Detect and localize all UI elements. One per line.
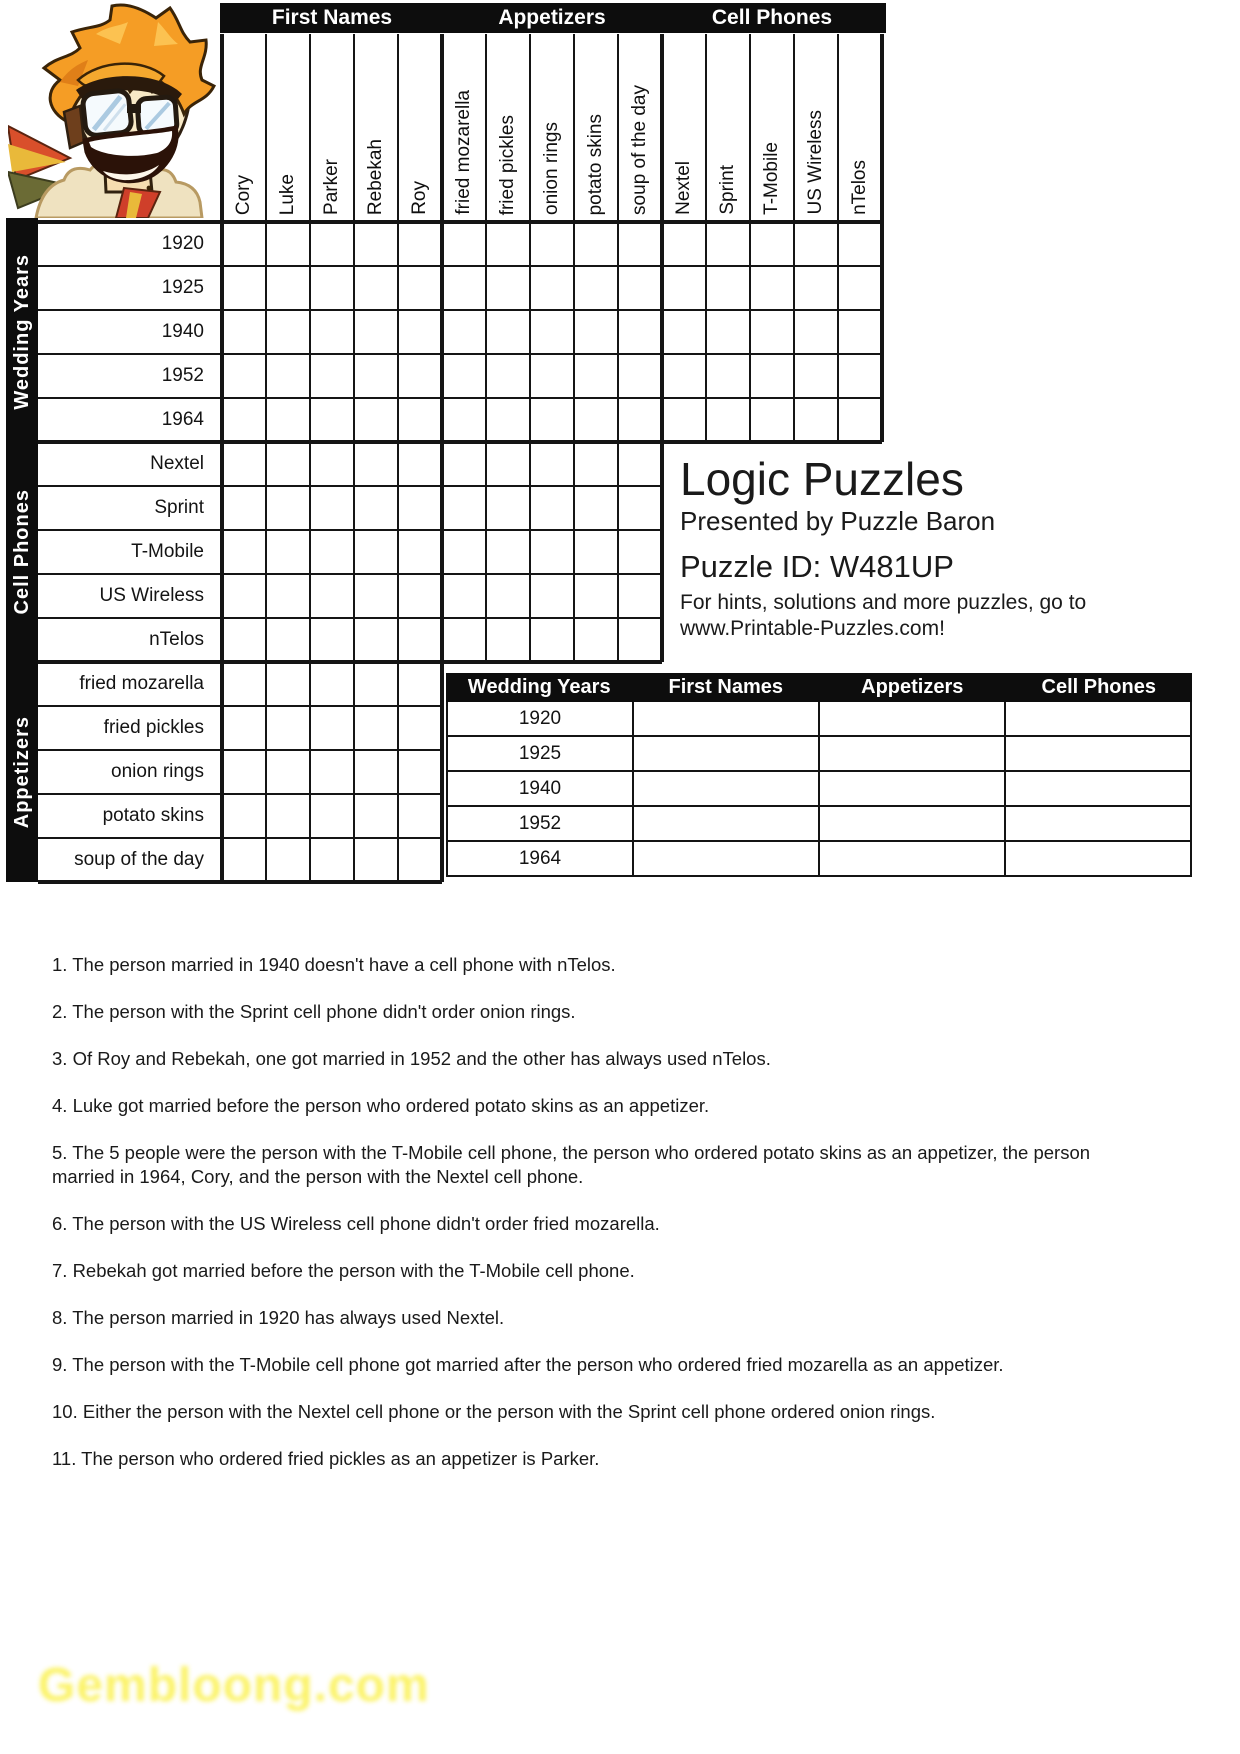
column-header bbox=[354, 34, 398, 222]
answer-blank-cell bbox=[1004, 772, 1190, 805]
row-header: 1964 bbox=[161, 409, 204, 430]
row-group-label: Appetizers bbox=[10, 715, 33, 829]
column-header bbox=[530, 34, 574, 222]
column-header bbox=[618, 34, 662, 222]
col-group-first-names: First Names bbox=[271, 6, 393, 29]
column-header bbox=[574, 34, 618, 222]
grid-line bbox=[749, 34, 751, 442]
answer-header-appetizers: Appetizers bbox=[861, 676, 964, 698]
grid-line bbox=[265, 34, 267, 882]
column-header bbox=[794, 34, 838, 222]
grid-line bbox=[397, 34, 399, 882]
column-header bbox=[486, 34, 530, 222]
column-header bbox=[222, 34, 266, 222]
row-header: Nextel bbox=[150, 453, 204, 474]
grid-line bbox=[38, 485, 662, 487]
page-title: Logic Puzzles bbox=[680, 453, 964, 505]
answer-table-body bbox=[446, 702, 1192, 877]
row-header: soup of the day bbox=[74, 849, 204, 870]
grid-line bbox=[38, 749, 442, 751]
grid-line bbox=[38, 220, 882, 224]
clue: 10. Either the person with the Nextel cell phone or the person with the Sprint cell phone ordered onion rings. bbox=[52, 1401, 936, 1422]
clue: 3. Of Roy and Rebekah, one got married in 1952 and the other has always used nTelos. bbox=[52, 1048, 771, 1069]
answer-header-cell-phones: Cell Phones bbox=[1041, 676, 1156, 698]
grid-line bbox=[38, 265, 882, 267]
row-header: potato skins bbox=[102, 805, 204, 826]
grid-line bbox=[38, 353, 882, 355]
grid-line bbox=[38, 397, 882, 399]
col-group-cell-phones: Cell Phones bbox=[711, 6, 833, 29]
column-header bbox=[398, 34, 442, 222]
row-header: 1920 bbox=[161, 233, 204, 254]
grid-line bbox=[309, 34, 311, 882]
column-header-label: Roy bbox=[409, 181, 430, 215]
grid-line bbox=[38, 880, 442, 884]
grid-line bbox=[573, 34, 575, 662]
clue: 6. The person with the US Wireless cell phone didn't order fried mozarella. bbox=[52, 1213, 660, 1234]
column-header-label: soup of the day bbox=[629, 85, 650, 215]
answer-table-row bbox=[448, 842, 1190, 877]
column-header bbox=[442, 34, 486, 222]
pilot-character-icon bbox=[8, 0, 218, 218]
answer-blank-cell bbox=[1004, 702, 1190, 735]
column-header bbox=[838, 34, 882, 222]
clue: 11. The person who ordered fried pickles as an appetizer is Parker. bbox=[52, 1448, 600, 1469]
column-header-label: nTelos bbox=[849, 160, 870, 215]
column-header-label: Cory bbox=[233, 174, 254, 215]
row-group-label: Wedding Years bbox=[10, 254, 33, 410]
column-header-label: T-Mobile bbox=[761, 142, 782, 215]
answer-year-cell: 1925 bbox=[518, 742, 562, 764]
answer-year-cell: 1940 bbox=[518, 777, 562, 799]
hint-text: For hints, solutions and more puzzles, go to bbox=[680, 591, 1087, 614]
column-header-label: Rebekah bbox=[365, 138, 386, 215]
column-header-label: US Wireless bbox=[805, 110, 826, 215]
puzzle-id: Puzzle ID: W481UP bbox=[680, 549, 954, 584]
answer-header-wedding-years: Wedding Years bbox=[467, 676, 611, 698]
mascot-illustration bbox=[8, 0, 218, 218]
row-header: T-Mobile bbox=[131, 541, 204, 562]
column-header bbox=[662, 34, 706, 222]
clue: 8. The person married in 1920 has always used Nextel. bbox=[52, 1307, 505, 1328]
grid-line bbox=[660, 34, 664, 662]
clue: 4. Luke got married before the person who ordered potato skins as an appetizer. bbox=[52, 1095, 710, 1116]
column-header-label: onion rings bbox=[541, 122, 562, 215]
grid-line bbox=[38, 573, 662, 575]
grid-line bbox=[440, 34, 444, 882]
grid-line bbox=[220, 34, 224, 882]
grid-line bbox=[837, 34, 839, 442]
grid-line bbox=[38, 705, 442, 707]
column-header bbox=[706, 34, 750, 222]
answer-year-cell: 1964 bbox=[518, 847, 562, 869]
row-header: 1952 bbox=[161, 365, 204, 386]
row-header: 1925 bbox=[161, 277, 204, 298]
answer-blank-cell bbox=[1004, 807, 1190, 840]
row-group-label: Cell Phones bbox=[10, 489, 33, 615]
clue: 5. The 5 people were the person with the T-Mobile cell phone, the person who ordered potato skins as an appetizer, the person married in 1964, Cory, and the person with the Nextel cell phone. bbox=[52, 1142, 1091, 1187]
column-header-label: Luke bbox=[277, 173, 298, 215]
answer-year-cell: 1952 bbox=[518, 812, 562, 834]
row-group-cell-phones bbox=[6, 442, 38, 662]
column-header-label: Sprint bbox=[717, 165, 738, 215]
watermark: Gembloong.com bbox=[38, 1659, 430, 1712]
col-group-appetizers: Appetizers bbox=[498, 6, 606, 29]
answer-year-cell: 1920 bbox=[518, 707, 562, 729]
column-header-label: potato skins bbox=[585, 113, 606, 215]
row-header: nTelos bbox=[149, 629, 204, 650]
grid-line bbox=[793, 34, 795, 442]
answer-blank-cell bbox=[632, 807, 818, 840]
answer-table-row bbox=[448, 737, 1190, 772]
grid-line bbox=[529, 34, 531, 662]
clue: 9. The person with the T-Mobile cell phone got married after the person who ordered fried mozarella as an appetizer. bbox=[52, 1354, 1004, 1375]
column-header bbox=[310, 34, 354, 222]
column-header-label: fried mozarella bbox=[453, 90, 474, 215]
page-subtitle: Presented by Puzzle Baron bbox=[680, 506, 996, 536]
grid-line bbox=[38, 529, 662, 531]
clue: 7. Rebekah got married before the person with the T-Mobile cell phone. bbox=[52, 1260, 635, 1281]
grid-line bbox=[705, 34, 707, 442]
answer-table-header bbox=[446, 673, 1192, 702]
answer-blank-cell bbox=[632, 702, 818, 735]
grid-line bbox=[38, 309, 882, 311]
answer-header-first-names: First Names bbox=[668, 676, 783, 698]
row-group-appetizers bbox=[6, 662, 38, 882]
answer-blank-cell bbox=[818, 772, 1004, 805]
answer-table-row bbox=[448, 702, 1190, 737]
hint-url: www.Printable-Puzzles.com! bbox=[680, 617, 945, 640]
grid-line bbox=[617, 34, 619, 662]
answer-blank-cell bbox=[1004, 842, 1190, 875]
grid-line bbox=[38, 660, 662, 664]
answer-blank-cell bbox=[818, 807, 1004, 840]
column-header bbox=[266, 34, 310, 222]
grid-line bbox=[353, 34, 355, 882]
row-header: fried pickles bbox=[103, 717, 204, 738]
answer-blank-cell bbox=[818, 737, 1004, 770]
row-group-wedding-years bbox=[6, 222, 38, 442]
answer-blank-cell bbox=[632, 737, 818, 770]
column-header-label: fried pickles bbox=[497, 114, 518, 215]
grid-line bbox=[38, 617, 662, 619]
column-header bbox=[750, 34, 794, 222]
column-header-label: Parker bbox=[321, 159, 342, 215]
column-groups-bar bbox=[220, 3, 886, 33]
grid-line bbox=[38, 440, 882, 444]
clue-list bbox=[52, 953, 1112, 1494]
grid-line bbox=[38, 837, 442, 839]
row-header: 1940 bbox=[161, 321, 204, 342]
row-header: US Wireless bbox=[99, 585, 204, 606]
grid-line bbox=[880, 34, 884, 442]
grid-line bbox=[485, 34, 487, 662]
row-header: Sprint bbox=[154, 497, 204, 518]
answer-blank-cell bbox=[632, 842, 818, 875]
answer-table-row bbox=[448, 807, 1190, 842]
grid-line bbox=[38, 793, 442, 795]
clue: 2. The person with the Sprint cell phone didn't order onion rings. bbox=[52, 1001, 576, 1022]
row-header: fried mozarella bbox=[79, 673, 204, 694]
answer-blank-cell bbox=[1004, 737, 1190, 770]
answer-blank-cell bbox=[818, 702, 1004, 735]
clue: 1. The person married in 1940 doesn't have a cell phone with nTelos. bbox=[52, 954, 616, 975]
answer-table-row bbox=[448, 772, 1190, 807]
answer-blank-cell bbox=[818, 842, 1004, 875]
row-header: onion rings bbox=[111, 761, 204, 782]
answer-table bbox=[446, 673, 1192, 877]
column-header-label: Nextel bbox=[673, 161, 694, 215]
answer-blank-cell bbox=[632, 772, 818, 805]
